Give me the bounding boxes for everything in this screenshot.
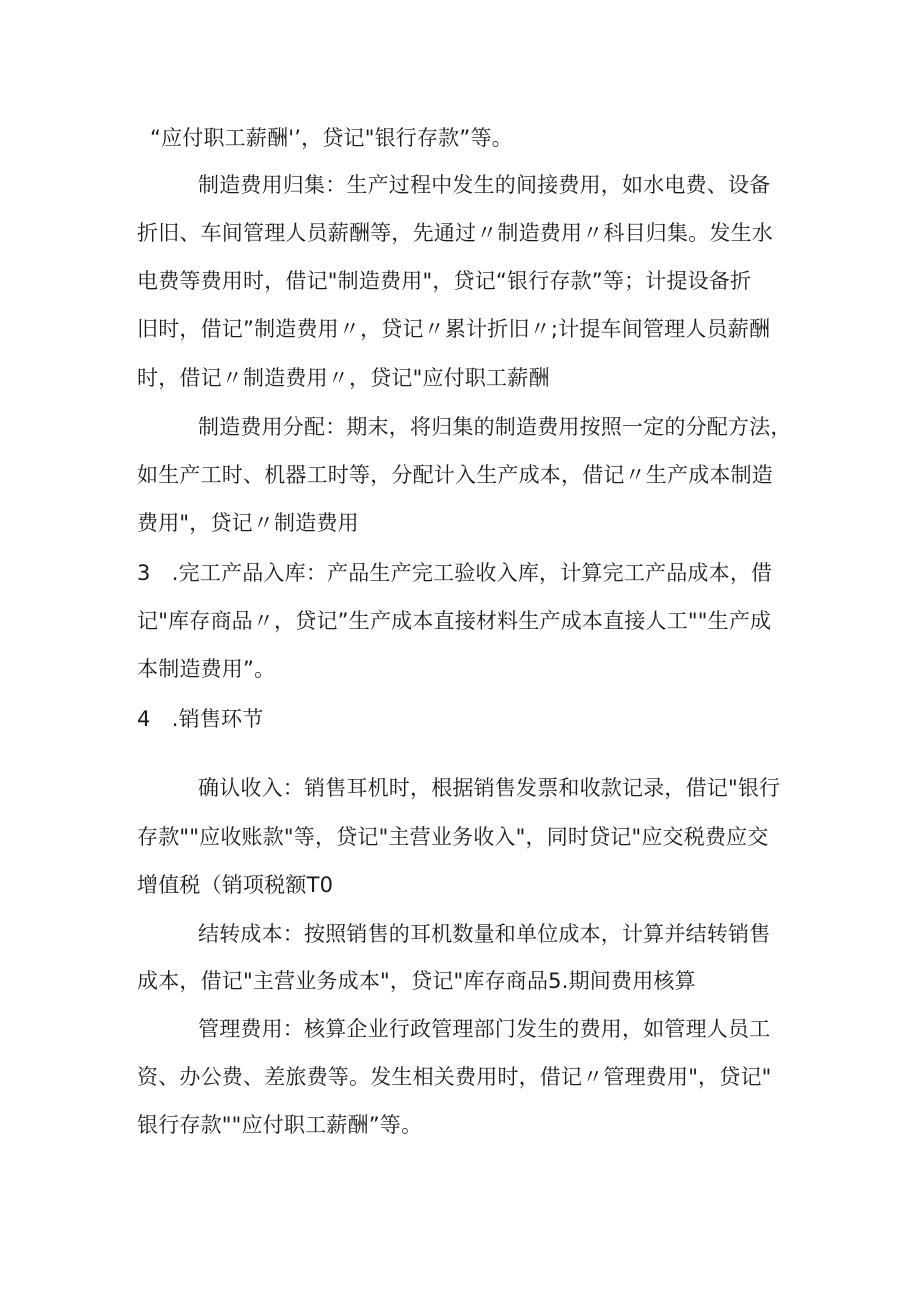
text-line: 旧时，借记”制造费用〃，贷记〃累计折旧〃;计提车间管理人员薪酬 <box>137 317 771 341</box>
text-line: 银行存款""应付职工薪酬”等。 <box>137 1113 423 1137</box>
text-line: 如生产工时、机器工时等，分配计入生产成本，借记〃生产成本制造 <box>137 463 773 487</box>
text-line: 制造费用分配：期末，将归集的制造费用按照一定的分配方法， <box>198 415 792 439</box>
text-line: 确认收入：销售耳机时，根据销售发票和收款记录，借记"银行 <box>198 776 781 800</box>
text-line: 成本，借记"主营业务成本"，贷记"库存商品5.期间费用核算 <box>137 969 696 993</box>
text-line: 结转成本：按照销售的耳机数量和单位成本，计算并结转销售 <box>198 922 771 946</box>
section-heading: 3 .完工产品入库：产品生产完工验收入库，计算完工产品成本，借 <box>137 561 773 585</box>
text-line: 电费等费用时，借记"制造费用"，贷记“银行存款”等；计提设备折 <box>137 269 752 293</box>
text-line: 折旧、车间管理人员薪酬等，先通过〃制造费用〃科目归集。发生水 <box>137 221 773 245</box>
text-line: 制造费用归集：生产过程中发生的间接费用，如水电费、设备 <box>198 173 771 197</box>
text-line: 时，借记〃制造费用〃，贷记"应付职工薪酬 <box>137 366 550 390</box>
text-line: 记"库存商品〃，贷记”生产成本直接材料生产成本直接人工""生产成 <box>137 609 772 633</box>
text-line: 费用"，贷记〃制造费用 <box>137 511 359 535</box>
section-heading: 4 .销售环节 <box>137 707 264 731</box>
text-line: 存款""应收账款"等，贷记"主营业务收入"，同时贷记"应交税费应交 <box>137 825 769 849</box>
text-line: 增值税（销项税额T0 <box>137 873 334 897</box>
text-line: 本制造费用”。 <box>137 657 276 681</box>
text-line: 管理费用：核算企业行政管理部门发生的费用，如管理人员工 <box>198 1017 771 1041</box>
text-line: 资、办公费、差旅费等。发生相关费用时，借记〃管理费用"，贷记" <box>137 1065 772 1089</box>
text-line: “应付职工薪酬'’，贷记"银行存款”等。 <box>150 126 513 150</box>
